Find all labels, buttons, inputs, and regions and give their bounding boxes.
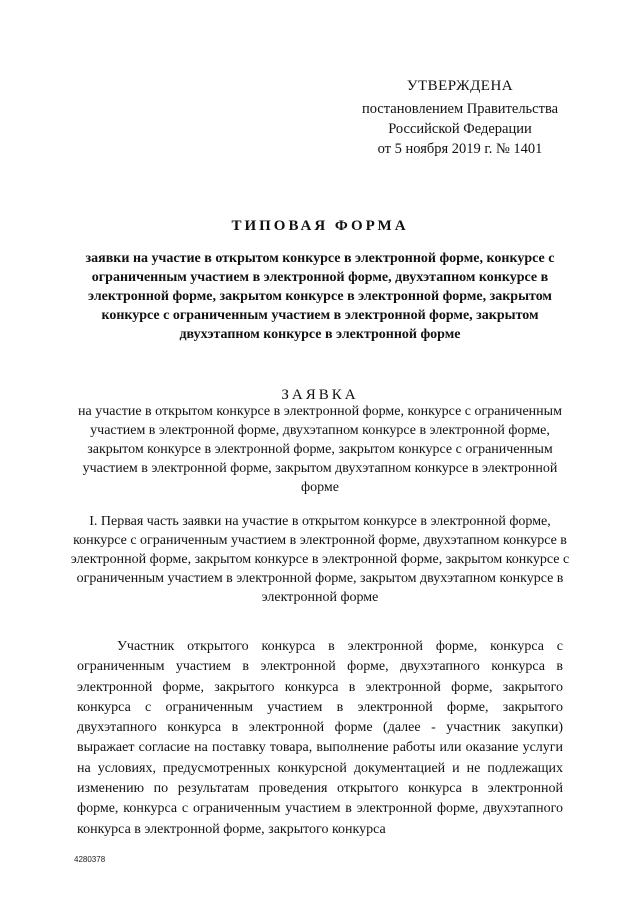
document-number: 4280378 bbox=[74, 855, 106, 864]
application-title: ЗАЯВКА bbox=[281, 387, 359, 403]
approval-line-2: Российской Федерации bbox=[388, 121, 532, 137]
form-subtitle: заявки на участие в открытом конкурсе в электронной форме, конкурсе с ограниченным участием в электронной форме, двухэтапном конкурсе в электронной форме, закрытом конкурсе в электронной форме, закрытом конкурсе с ограниченным участием в электронной форме, закрытом двухэтапном конкурсе в электронной форме bbox=[85, 251, 555, 342]
approval-line-1: постановлением Правительства bbox=[361, 101, 559, 117]
approval-stamp: УТВЕРЖДЕНА bbox=[406, 78, 514, 94]
application-subtitle: на участие в открытом конкурсе в электронной форме, конкурсе с ограниченным участием в электронной форме, двухэтапном конкурсе в электронной форме, закрытом конкурсе в электронной форме, закрытом конкурсе с ограниченным участием в электронной форме, закрытом двухэтапном конкурсе в электронной форме bbox=[78, 404, 562, 495]
form-title: ТИПОВАЯ ФОРМА bbox=[231, 218, 409, 234]
section-heading: I. Первая часть заявки на участие в открытом конкурсе в электронной форме, конкурсе с ограниченным участием в электронной форме, двухэтапном конкурсе в электронной форме, закрытом конкурсе в электронной форме, закрытом конкурсе с ограниченным участием в электронной форме, закрытом двухэтапном конкурсе в электронной форме bbox=[70, 514, 570, 605]
body-paragraph: Участник открытого конкурса в электронной форме, конкурса с ограниченным участием в электронной форме, двухэтапного конкурса в электронной форме, закрытого конкурса в электронной форме, закрытого конкурса с ограниченным участием в электронной форме, закрытого двухэтапного конкурса в электронной форме (далее - участник закупки) выражает согласие на поставку товара, выполнение работы или оказание услуги на условиях, предусмотренных конкурсной документацией и не подлежащих изменению по результатам проведения открытого конкурса в электронной форме, конкурса с ограниченным участием в электронной форме, двухэтапного конкурса в электронной форме, закрытого конкурса bbox=[77, 639, 563, 837]
approval-line-3: от 5 ноября 2019 г. № 1401 bbox=[377, 141, 543, 157]
approval-block bbox=[330, 76, 590, 159]
